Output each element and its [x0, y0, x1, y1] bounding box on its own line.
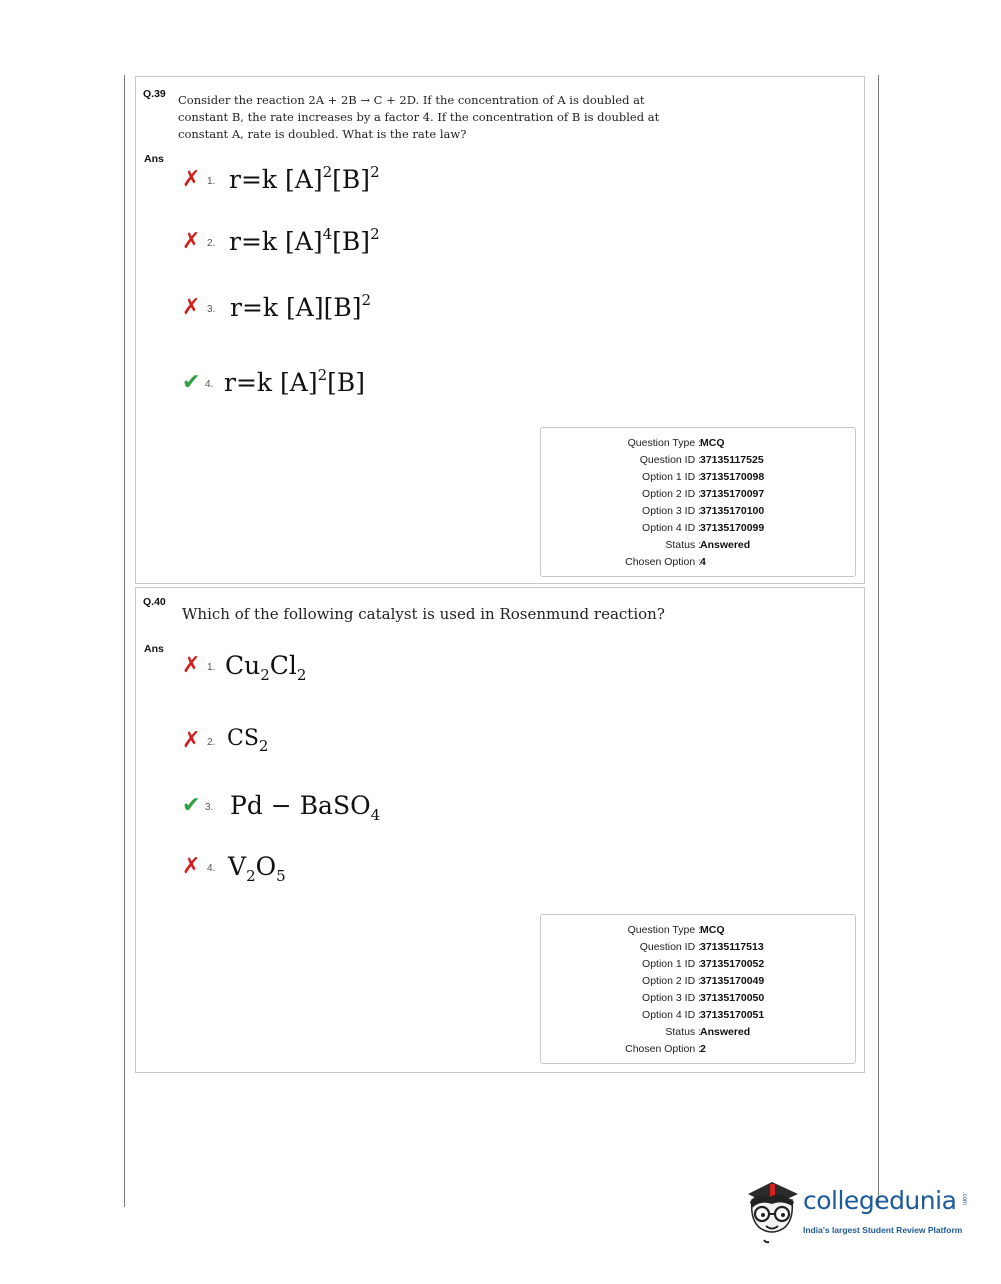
option-number: 1.: [207, 176, 216, 187]
question-block-40: [135, 587, 865, 1073]
option-formula: r=k $[A][B]^2$: [230, 291, 372, 322]
meta-row: Status : Answered: [665, 539, 751, 551]
ans-label: Ans: [144, 153, 164, 165]
question-block-39: [135, 76, 865, 584]
meta-row: Option 3 ID : 37135170100: [642, 505, 765, 517]
question-meta-panel: [540, 914, 856, 1064]
question-text: [182, 604, 665, 624]
x-mark-icon: ✗: [182, 167, 201, 192]
option-number: 3.: [207, 304, 216, 315]
option-formula: Pd − BaSO$_4$: [230, 791, 381, 824]
question-text-line: constant A, rate is doubled. What is the rate law?: [178, 127, 467, 141]
logo-wordmark: collegedunia: [803, 1186, 957, 1215]
question-text-line: Which of the following catalyst is used in Rosenmund reaction?: [182, 605, 665, 623]
option-formula: r=k $[A]^2[B]$: [224, 366, 366, 397]
question-meta-panel: [540, 427, 856, 577]
logo-suffix: .com: [961, 1192, 967, 1206]
option-formula: $Cu_2Cl_2$: [225, 651, 307, 684]
meta-row: Option 4 ID : 37135170099: [642, 522, 765, 534]
check-mark-icon: ✔: [182, 370, 201, 395]
option-number: 2.: [207, 238, 216, 249]
ans-label: Ans: [144, 643, 164, 655]
meta-row: Option 1 ID : 37135170098: [642, 471, 765, 483]
student-mascot-icon: [742, 1176, 802, 1246]
meta-row: Chosen Option : 4: [625, 556, 706, 568]
x-mark-icon: ✗: [182, 728, 201, 753]
x-mark-icon: ✗: [182, 653, 201, 678]
meta-row: Option 2 ID : 37135170049: [642, 975, 765, 987]
option-number: 2.: [207, 737, 216, 748]
meta-row: Chosen Option : 2: [625, 1043, 706, 1055]
meta-row: Question Type : MCQ: [627, 437, 725, 449]
question-number: Q.40: [143, 596, 166, 608]
meta-row: Status : Answered: [665, 1026, 751, 1038]
page-border-left: [124, 75, 125, 1207]
x-mark-icon: ✗: [182, 229, 201, 254]
option-number: 1.: [207, 662, 216, 673]
question-text-line: constant B, the rate increases by a factor 4. If the concentration of B is doubled at: [178, 110, 660, 124]
option-number: 4.: [207, 863, 216, 874]
meta-row: Question ID : 37135117525: [639, 454, 764, 466]
x-mark-icon: ✗: [182, 295, 201, 320]
meta-row: Option 3 ID : 37135170050: [642, 992, 765, 1004]
option-number: 4.: [205, 379, 214, 390]
question-number: Q.39: [143, 88, 166, 100]
question-text-line: Consider the reaction 2A + 2B → C + 2D. If the concentration of A is doubled at: [178, 93, 645, 107]
meta-row: Option 2 ID : 37135170097: [642, 488, 765, 500]
meta-row: Option 4 ID : 37135170051: [642, 1009, 765, 1021]
meta-row: Option 1 ID : 37135170052: [642, 958, 765, 970]
option-formula: r=k $[A]^4[B]^2$: [229, 225, 380, 256]
meta-row: Question ID : 37135117513: [639, 941, 764, 953]
logo-tagline: India's largest Student Review Platform: [803, 1225, 963, 1235]
option-number: 3.: [205, 802, 214, 813]
collegedunia-logo: [742, 1176, 972, 1246]
x-mark-icon: ✗: [182, 854, 201, 879]
option-formula: r=k $[A]^2[B]^2$: [229, 163, 380, 194]
page-border-right: [878, 75, 879, 1207]
option-formula: $CS_2$: [227, 726, 269, 755]
option-formula: $V_2O_5$: [228, 852, 286, 885]
question-text: [178, 92, 659, 143]
check-mark-icon: ✔: [182, 793, 201, 818]
meta-row: Question Type : MCQ: [627, 924, 725, 936]
